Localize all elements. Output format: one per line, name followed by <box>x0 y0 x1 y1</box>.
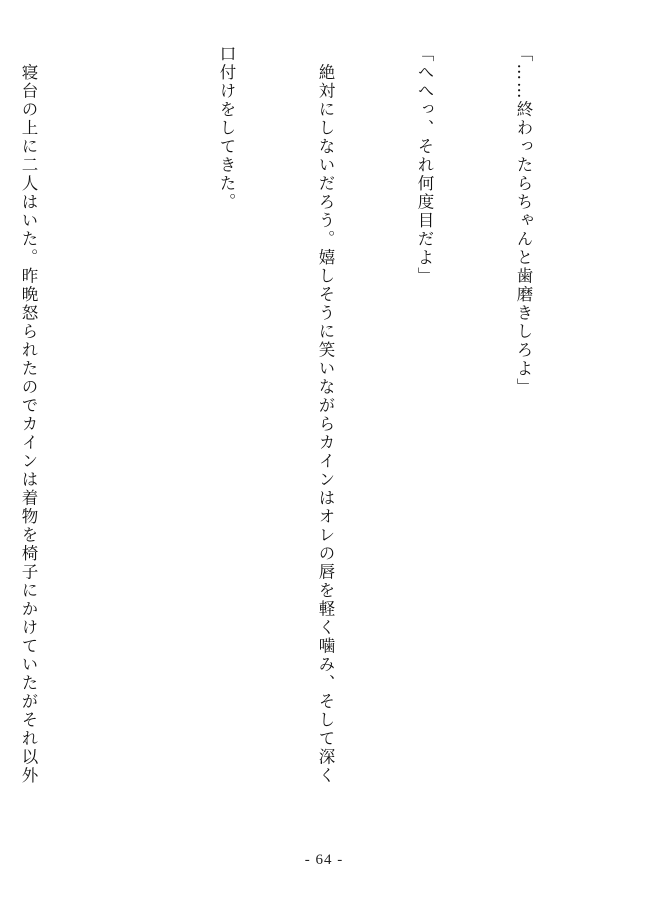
text-line: 「へへっ、それ何度目だよ」 <box>415 45 434 286</box>
page-number: - 64 - <box>304 852 344 868</box>
vertical-text-body <box>19 45 606 857</box>
text-line: 寝台の上に二人はいた。昨晩怒られたのでカインは着物を椅子にかけていたがそれ以外 <box>19 45 38 785</box>
text-line: 「……終わったらちゃんと歯磨きしろよ」 <box>514 45 533 397</box>
blank-line <box>111 45 144 857</box>
text-line: 口付けをしてきた。 <box>217 45 236 212</box>
text-line: 絶対にしないだろう。嬉しそうに笑いながらカインはオレの唇を軽く噛み、そして深く <box>316 45 335 785</box>
